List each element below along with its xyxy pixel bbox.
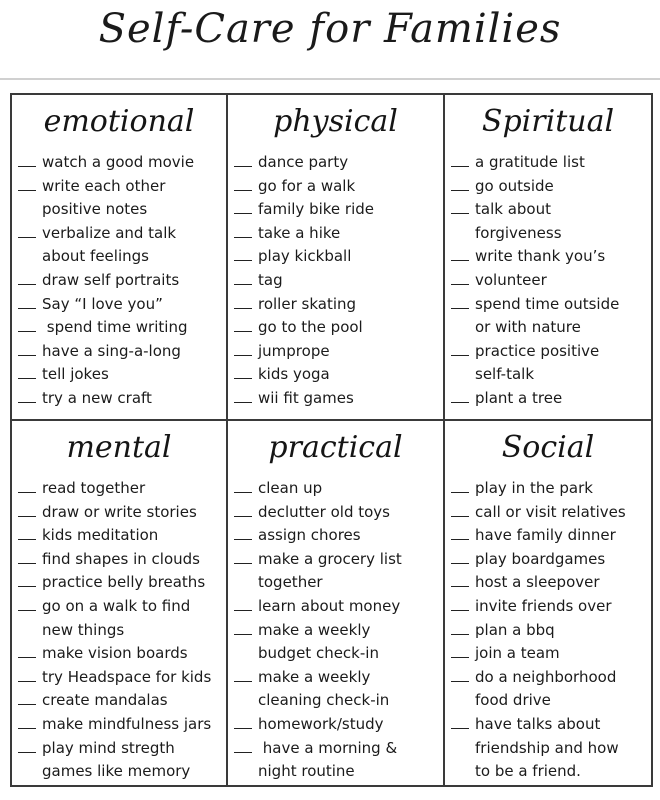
checklist-item-line xyxy=(234,548,443,572)
checkbox-blank[interactable] xyxy=(18,298,36,309)
section-heading: practical xyxy=(268,430,403,465)
section-heading: physical xyxy=(273,104,398,139)
checklist-item-text: have talks about xyxy=(475,714,601,733)
checklist-item-line xyxy=(18,548,226,572)
checklist-item-line xyxy=(18,595,226,619)
checklist-item-line xyxy=(451,642,651,666)
checkbox-blank[interactable] xyxy=(18,671,36,682)
checklist-item-text: about feelings xyxy=(42,247,149,266)
checklist-item-text: games like memory xyxy=(42,762,191,781)
checkbox-blank[interactable] xyxy=(451,600,469,611)
checklist-item-text: assign chores xyxy=(258,526,361,545)
checklist-item-text: homework/study xyxy=(258,714,384,733)
checklist-item xyxy=(234,548,443,595)
checkbox-blank[interactable] xyxy=(234,345,252,356)
checkbox-blank[interactable] xyxy=(234,250,252,261)
checklist-item xyxy=(18,548,226,572)
checklist-item-text: make vision boards xyxy=(42,644,188,663)
checklist-item-text: food drive xyxy=(475,691,551,710)
checklist-item-line xyxy=(234,340,443,364)
checklist-item-text: have a sing-a-long xyxy=(42,341,181,360)
checkbox-blank[interactable] xyxy=(451,576,469,587)
checklist-item-line xyxy=(451,293,651,317)
checklist-item-text: play boardgames xyxy=(475,549,606,568)
checkbox-blank[interactable] xyxy=(451,345,469,356)
checklist-item xyxy=(18,642,226,666)
checklist-item-line xyxy=(18,689,226,713)
checklist-item xyxy=(451,548,651,572)
checklist-item-line xyxy=(451,548,651,572)
checklist-item-line xyxy=(234,501,443,525)
checklist-item xyxy=(18,713,226,737)
checklist-item-text: draw self portraits xyxy=(42,270,180,289)
checkbox-blank[interactable] xyxy=(18,368,36,379)
checklist-item-text: try a new craft xyxy=(42,388,152,407)
checklist-item-text: self-talk xyxy=(475,365,535,384)
checklist-item-line xyxy=(234,737,443,761)
checklist-item-line xyxy=(451,571,651,595)
checklist-item-text: make a grocery list xyxy=(258,549,402,568)
checklist-item-line xyxy=(18,222,226,246)
checklist-item-text: plant a tree xyxy=(475,388,563,407)
item-list xyxy=(18,477,226,784)
checklist-item xyxy=(18,689,226,713)
checklist-item-text: night routine xyxy=(258,762,355,781)
checklist-item-line xyxy=(18,363,226,387)
checklist-item xyxy=(234,666,443,713)
checklist-item-text: budget check-in xyxy=(258,644,379,663)
checklist-item xyxy=(18,363,226,387)
section-physical xyxy=(228,95,445,421)
checklist-item-text: try Headspace for kids xyxy=(42,667,212,686)
checkbox-blank[interactable] xyxy=(451,203,469,214)
checklist-item-line xyxy=(234,269,443,293)
item-list xyxy=(18,151,226,411)
checklist-item xyxy=(234,245,443,269)
checklist-item-line xyxy=(234,666,443,690)
checkbox-blank[interactable] xyxy=(234,742,252,753)
checklist-item xyxy=(18,501,226,525)
checklist-item xyxy=(234,501,443,525)
checklist-item xyxy=(451,713,651,784)
checklist-item-line xyxy=(18,293,226,317)
checklist-item xyxy=(234,151,443,175)
checklist-item-continuation xyxy=(451,222,651,246)
title-divider xyxy=(0,78,660,80)
checklist-item-text: cleaning check-in xyxy=(258,691,390,710)
checklist-item-text: forgiveness xyxy=(475,223,562,242)
checkbox-blank[interactable] xyxy=(451,250,469,261)
checklist-item-text: kids meditation xyxy=(42,526,159,545)
checklist-item-line xyxy=(18,737,226,761)
checklist-item-text: together xyxy=(258,573,323,592)
section-heading: emotional xyxy=(43,104,195,139)
checklist-item-text: a gratitude list xyxy=(475,153,585,171)
checklist-item xyxy=(234,340,443,364)
checklist-item-line xyxy=(234,198,443,222)
checklist-item-continuation xyxy=(451,363,651,387)
checkbox-blank[interactable] xyxy=(234,368,252,379)
checklist-item xyxy=(18,477,226,501)
checklist-item-text: verbalize and talk xyxy=(42,223,177,242)
checkbox-blank[interactable] xyxy=(18,506,36,517)
checklist-item xyxy=(234,269,443,293)
checkbox-blank[interactable] xyxy=(18,156,36,167)
checklist-item xyxy=(451,269,651,293)
checklist-item-text: go on a walk to find xyxy=(42,596,191,615)
checkbox-blank[interactable] xyxy=(234,600,252,611)
checklist-item-continuation xyxy=(451,316,651,340)
checklist-item xyxy=(18,737,226,784)
checklist-item xyxy=(234,316,443,340)
checklist-item-text: Say “I love you” xyxy=(42,294,163,313)
checklist-item-line xyxy=(451,595,651,619)
checklist-item xyxy=(234,222,443,246)
checklist-item-line xyxy=(451,269,651,293)
section-mental xyxy=(12,421,228,785)
checklist-item xyxy=(451,619,651,643)
checklist-item-line xyxy=(234,595,443,619)
checklist-item-text: host a sleepover xyxy=(475,573,600,592)
checklist-item-line xyxy=(234,387,443,411)
checkbox-blank[interactable] xyxy=(18,274,36,285)
checklist-item xyxy=(234,175,443,199)
checkbox-blank[interactable] xyxy=(451,671,469,682)
checkbox-blank[interactable] xyxy=(18,529,36,540)
checklist-item-line xyxy=(234,175,443,199)
checklist-item-text: dance party xyxy=(258,153,349,171)
checkbox-blank[interactable] xyxy=(451,506,469,517)
checklist-item xyxy=(451,293,651,340)
checkbox-blank[interactable] xyxy=(234,156,252,167)
checklist-item-line xyxy=(234,363,443,387)
checklist-item-continuation xyxy=(18,198,226,222)
checkbox-blank[interactable] xyxy=(234,671,252,682)
checkbox-blank[interactable] xyxy=(234,274,252,285)
checklist-item-text: find shapes in clouds xyxy=(42,549,200,568)
section-spiritual xyxy=(445,95,651,421)
checkbox-blank[interactable] xyxy=(451,156,469,167)
checkbox-blank[interactable] xyxy=(18,553,36,564)
checkbox-blank[interactable] xyxy=(234,529,252,540)
section-heading: Spiritual xyxy=(481,104,615,139)
checkbox-blank[interactable] xyxy=(18,694,36,705)
checkbox-blank[interactable] xyxy=(234,553,252,564)
checklist-item xyxy=(234,387,443,411)
checklist-item-text: make mindfulness jars xyxy=(42,714,212,733)
checkbox-blank[interactable] xyxy=(234,624,252,635)
checkbox-blank[interactable] xyxy=(234,321,252,332)
checklist-item-text: draw or write stories xyxy=(42,502,197,521)
checklist-item xyxy=(18,175,226,222)
checklist-item-text: write each other xyxy=(42,176,166,195)
checkbox-blank[interactable] xyxy=(18,742,36,753)
checklist-item xyxy=(234,713,443,737)
checkbox-blank[interactable] xyxy=(18,600,36,611)
checklist-item-text: go to the pool xyxy=(258,318,363,337)
checklist-item-text: create mandalas xyxy=(42,691,168,710)
checkbox-blank[interactable] xyxy=(451,180,469,191)
checklist-item xyxy=(451,245,651,269)
checklist-item xyxy=(451,477,651,501)
section-emotional xyxy=(12,95,228,421)
checklist-item-text: talk about xyxy=(475,200,551,219)
checklist-item-continuation xyxy=(18,760,226,784)
checklist-item xyxy=(18,524,226,548)
checklist-item xyxy=(234,363,443,387)
section-practical xyxy=(228,421,445,785)
checklist-item-text: watch a good movie xyxy=(42,153,195,171)
checklist-item-continuation xyxy=(234,571,443,595)
checklist-item-text: spend time outside xyxy=(475,294,620,313)
checkbox-blank[interactable] xyxy=(234,203,252,214)
checklist-item xyxy=(451,175,651,199)
checklist-item-line xyxy=(18,501,226,525)
checklist-item-continuation xyxy=(451,689,651,713)
checklist-item-text: family bike ride xyxy=(258,200,374,219)
checkbox-blank[interactable] xyxy=(451,624,469,635)
checklist-item-line xyxy=(234,245,443,269)
checklist-item-text: wii fit games xyxy=(258,388,354,407)
checklist-item xyxy=(18,595,226,642)
checklist-item-line xyxy=(18,387,226,411)
page-title: Self-Care for Families xyxy=(98,6,562,52)
checklist-item xyxy=(234,524,443,548)
checklist-item xyxy=(18,571,226,595)
checklist-item-text: kids yoga xyxy=(258,365,330,384)
checklist-grid xyxy=(10,93,653,787)
checkbox-blank[interactable] xyxy=(451,274,469,285)
checklist-item-text: spend time writing xyxy=(42,318,188,337)
checklist-item xyxy=(234,198,443,222)
checklist-item xyxy=(18,269,226,293)
checklist-item-text: practice belly breaths xyxy=(42,573,206,592)
checklist-item-line xyxy=(234,619,443,643)
checklist-item xyxy=(18,387,226,411)
checklist-item-line xyxy=(234,293,443,317)
checklist-item-text: go for a walk xyxy=(258,176,356,195)
checklist-item-continuation xyxy=(18,619,226,643)
checklist-item-text: friendship and how xyxy=(475,738,619,757)
checklist-item-line xyxy=(451,501,651,525)
checklist-item xyxy=(451,501,651,525)
checklist-item-text: practice positive xyxy=(475,341,600,360)
checkbox-blank[interactable] xyxy=(451,718,469,729)
checklist-item-line xyxy=(451,477,651,501)
checklist-item-text: make a weekly xyxy=(258,667,371,686)
checkbox-blank[interactable] xyxy=(18,647,36,658)
checklist-item-line xyxy=(18,175,226,199)
checklist-item xyxy=(18,151,226,175)
checklist-item-continuation xyxy=(451,737,651,761)
checklist-item-line xyxy=(18,713,226,737)
item-list xyxy=(234,477,443,784)
checklist-item-line xyxy=(451,387,651,411)
checklist-item-line xyxy=(18,151,226,175)
checklist-item-text: plan a bbq xyxy=(475,620,555,639)
checklist-item-text: make a weekly xyxy=(258,620,371,639)
checklist-item-text: new things xyxy=(42,620,125,639)
checkbox-blank[interactable] xyxy=(234,718,252,729)
checklist-item-text: volunteer xyxy=(475,270,547,289)
checklist-item-line xyxy=(451,151,651,175)
checkbox-blank[interactable] xyxy=(234,482,252,493)
checklist-item xyxy=(451,666,651,713)
checklist-item-line xyxy=(18,269,226,293)
checklist-item-text: have a morning & xyxy=(258,738,398,757)
item-list xyxy=(234,151,443,411)
checklist-item xyxy=(18,293,226,317)
item-list xyxy=(451,151,651,411)
checklist-item xyxy=(18,316,226,340)
checkbox-blank[interactable] xyxy=(18,180,36,191)
checklist-item xyxy=(234,619,443,666)
checklist-item-line xyxy=(451,666,651,690)
checklist-item-line xyxy=(451,175,651,199)
checklist-item-line xyxy=(234,222,443,246)
checklist-item-text: or with nature xyxy=(475,318,581,337)
checklist-item-text: positive notes xyxy=(42,200,148,219)
checkbox-blank[interactable] xyxy=(234,506,252,517)
checklist-item-line xyxy=(18,340,226,364)
checkbox-blank[interactable] xyxy=(18,392,36,403)
checklist-item xyxy=(451,524,651,548)
checkbox-blank[interactable] xyxy=(18,227,36,238)
checklist-item xyxy=(451,595,651,619)
checklist-item-text: go outside xyxy=(475,176,554,195)
checklist-item-line xyxy=(451,340,651,364)
checklist-item-continuation xyxy=(234,642,443,666)
section-social xyxy=(445,421,651,785)
checkbox-blank[interactable] xyxy=(18,718,36,729)
checklist-item-continuation xyxy=(18,245,226,269)
checklist-item-continuation xyxy=(451,760,651,784)
checklist-item xyxy=(451,340,651,387)
checkbox-blank[interactable] xyxy=(234,227,252,238)
checklist-item-line xyxy=(451,713,651,737)
checkbox-blank[interactable] xyxy=(234,392,252,403)
checkbox-blank[interactable] xyxy=(451,298,469,309)
checklist-item-text: declutter old toys xyxy=(258,502,390,521)
checklist-item-text: clean up xyxy=(258,479,323,497)
checkbox-blank[interactable] xyxy=(451,392,469,403)
checkbox-blank[interactable] xyxy=(451,482,469,493)
item-list xyxy=(451,477,651,784)
checklist-item-text: learn about money xyxy=(258,596,401,615)
checklist-item-line xyxy=(18,524,226,548)
checklist-item xyxy=(234,737,443,784)
checklist-item-line xyxy=(234,477,443,501)
checklist-item-line xyxy=(234,713,443,737)
checklist-item-line xyxy=(451,524,651,548)
checkbox-blank[interactable] xyxy=(18,321,36,332)
checkbox-blank[interactable] xyxy=(18,345,36,356)
checklist-item xyxy=(18,222,226,269)
checklist-item-text: roller skating xyxy=(258,294,357,313)
checklist-item-line xyxy=(234,316,443,340)
checklist-item-text: play in the park xyxy=(475,479,593,497)
checklist-item-line xyxy=(18,642,226,666)
checklist-item-continuation xyxy=(234,689,443,713)
checklist-item xyxy=(451,571,651,595)
checklist-item xyxy=(234,595,443,619)
checklist-item-line xyxy=(234,151,443,175)
checkbox-blank[interactable] xyxy=(451,529,469,540)
bottom-edge xyxy=(0,788,660,800)
checklist-item xyxy=(451,198,651,245)
checklist-item xyxy=(18,340,226,364)
checklist-item-text: play mind stregth xyxy=(42,738,175,757)
checklist-item xyxy=(18,666,226,690)
checklist-item-text: join a team xyxy=(475,644,560,663)
checklist-item-text: play kickball xyxy=(258,247,352,266)
section-heading: Social xyxy=(501,430,595,465)
checklist-item-line xyxy=(451,245,651,269)
checklist-item-text: have family dinner xyxy=(475,526,616,545)
checklist-item xyxy=(234,293,443,317)
checklist-item-line xyxy=(18,666,226,690)
checklist-item-line xyxy=(234,524,443,548)
checkbox-blank[interactable] xyxy=(234,298,252,309)
checklist-item-text: tell jokes xyxy=(42,365,109,384)
checklist-item xyxy=(234,477,443,501)
checklist-item-text: jumprope xyxy=(258,341,330,360)
checklist-item-text: write thank you’s xyxy=(475,247,606,266)
checklist-item-line xyxy=(18,316,226,340)
checkbox-blank[interactable] xyxy=(234,180,252,191)
checklist-item-text: take a hike xyxy=(258,223,341,242)
section-heading: mental xyxy=(66,430,172,465)
checklist-item-line xyxy=(451,619,651,643)
checklist-item xyxy=(451,151,651,175)
checklist-item-line xyxy=(18,571,226,595)
checklist-item-text: do a neighborhood xyxy=(475,667,617,686)
checkbox-blank[interactable] xyxy=(18,576,36,587)
checklist-item xyxy=(451,642,651,666)
checkbox-blank[interactable] xyxy=(451,647,469,658)
checkbox-blank[interactable] xyxy=(451,553,469,564)
checklist-item-continuation xyxy=(234,760,443,784)
checklist-item-text: tag xyxy=(258,270,283,289)
checklist-item-line xyxy=(451,198,651,222)
checklist-item-text: call or visit relatives xyxy=(475,502,626,521)
checklist-item-text: read together xyxy=(42,479,146,497)
checklist-item-text: invite friends over xyxy=(475,596,612,615)
checklist-item xyxy=(451,387,651,411)
checklist-item-text: to be a friend. xyxy=(475,762,581,781)
checkbox-blank[interactable] xyxy=(18,482,36,493)
checklist-item-line xyxy=(18,477,226,501)
